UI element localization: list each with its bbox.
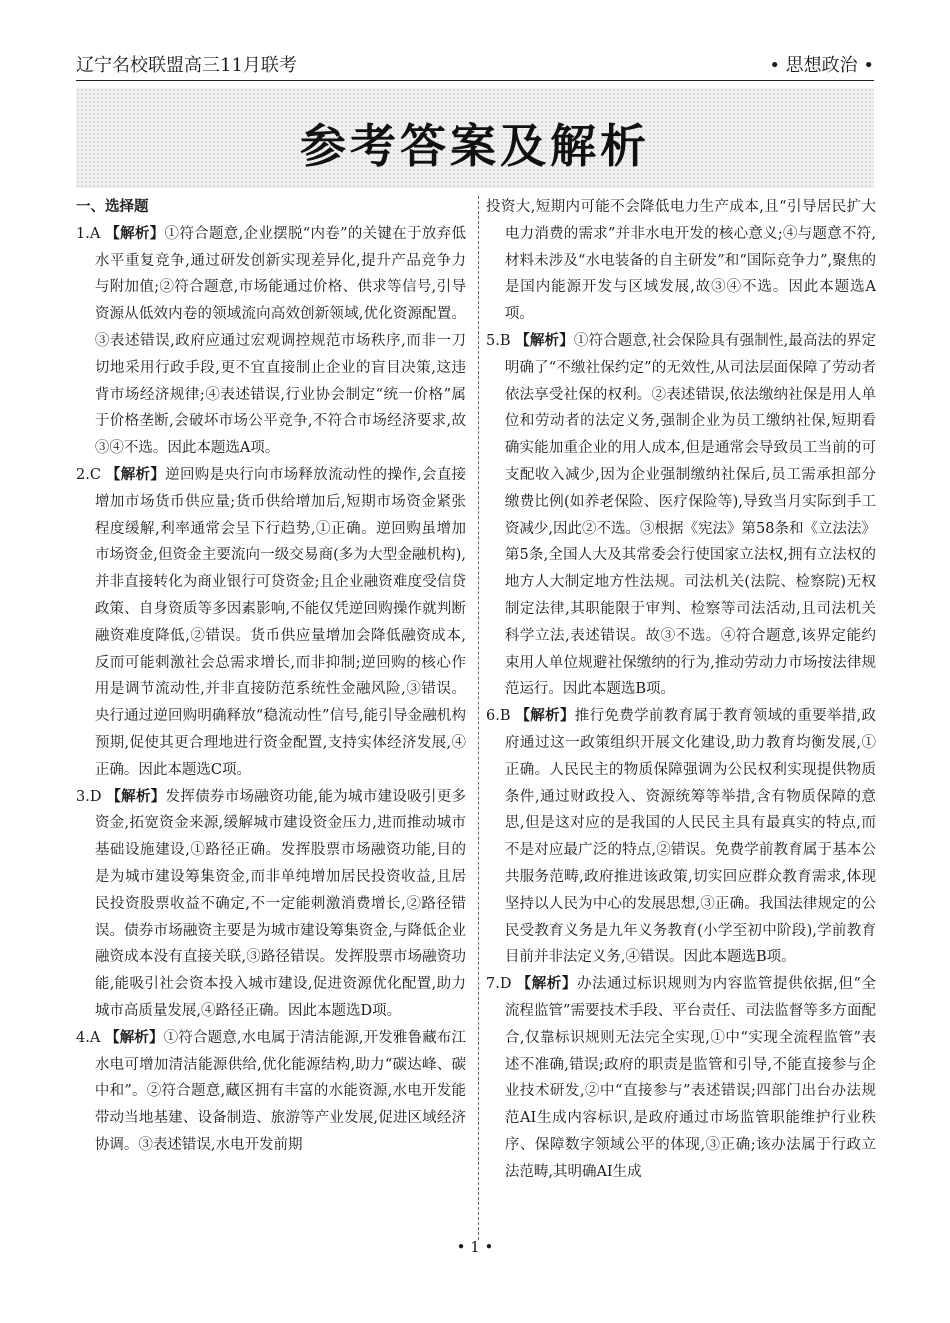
page-header — [76, 52, 874, 81]
answer-text: 逆回购是央行向市场释放流动性的操作,会直接增加市场货币供应量;货币供给增加后,短期市场资金紧张程度缓解,利率通常会呈下行趋势,①正确。逆回购虽增加市场资金,但资金主要流向一级交易商(多为大型金融机构),并非直接转化为商业银行可贷资金;且企业融资难度受信贷政策、自身资质等多因素影响,不能仅凭逆回购操作就判断融资难度降低,②错误。货币供应量增加会降低融资成本,反而可能刺激社会总需求增长,而非抑制;逆回购的核心作用是调节流动性,并非直接防范系统性金融风险,③错误。央行通过逆回购明确释放“稳流动性”信号,能引导金融机构预期,促使其更合理地进行资金配置,支持实体经济发展,④正确。因此本题选C项。 — [94, 466, 467, 778]
answer-3 — [76, 784, 466, 1025]
answer-4-continued — [486, 194, 876, 328]
answer-number: 5.B — [486, 332, 511, 349]
answer-number: 1.A — [76, 225, 101, 242]
exam-title: 辽宁名校联盟高三11月联考 — [76, 55, 297, 76]
answer-text: 推行免费学前教育属于教育领域的重要举措,政府通过这一政策组织开展文化建设,助力教育均衡发展,①正确。人民民主的物质保障强调为公民权利实现提供物质条件,通过财政投入、资源统筹等举措,含有物质保障的意思,但是这对应的是我国的人民民主具有最真实的特点,而不是对应最广泛的特点,②错误。免费学前教育属于基本公共服务范畴,政府推进该政策,切实回应群众教育需求,体现坚持以人民为中心的发展思想,③正确。我国法律规定的公民受教育义务是九年义务教育(小学至初中阶段),学前教育目前并非法定义务,④错误。因此本题选B项。 — [504, 708, 877, 966]
answer-text: ①符合题意,社会保险具有强制性,最高法的界定明确了“不缴社保约定”的无效性,从司法层面保障了劳动者依法享受社保的权利。②表述错误,依法缴纳社保是用人单位和劳动者的法定义务,强制企业为员工缴纳社保,短期看确实能加重企业的用人成本,但是通常会导致员工当前的可支配收入减少,因为企业强制缴纳社保后,员工需承担部分缴费比例(如养老保险、医疗保险等),导致当月实际到手工资减少,因此②不选。③根据《宪法》第58条和《立法法》第5条,全国人大及其常委会行使国家立法权,拥有立法权的地方人大制定地方性法规。司法机关(法院、检察院)无权制定法律,其职能限于审判、检察等司法活动,且司法机关科学立法,表述错误。故③不选。④符合题意,该界定能约束用人单位规避社保缴纳的行为,推动劳动力市场按法律规范运行。因此本题选B项。 — [504, 332, 877, 698]
analysis-tag: 【解析】 — [105, 465, 166, 483]
section-heading: 一、选择题 — [76, 198, 149, 215]
answer-number: 2.C — [76, 466, 101, 483]
answer-1 — [76, 221, 466, 462]
answer-text: 发挥债券市场融资功能,能为城市建设吸引更多资金,拓宽资金来源,缓解城市建设资金压力,进而推动城市基础设施建设,①路径正确。发挥股票市场融资功能,目的是为城市建设筹集资金,而非单纯增加居民投资收益,且居民投资股票收益不确定,不一定能刺激消费增长,②路径错误。债券市场融资主要是为城市建设筹集资金,与降低企业融资成本没有直接关联,③路径错误。发挥股票市场融资功能,能吸引社会资本投入城市建设,促进资源优化配置,助力城市高质量发展,④路径正确。因此本题选D项。 — [94, 788, 467, 1019]
answer-4 — [76, 1025, 466, 1159]
answer-number: 3.D — [76, 788, 102, 805]
answer-7 — [486, 971, 876, 1185]
analysis-tag: 【解析】 — [106, 787, 166, 805]
answer-number: 4.A — [76, 1029, 101, 1046]
answer-text: 办法通过标识规则为内容监管提供依据,但“全流程监管”需要技术手段、平台责任、司法监督等多方面配合,仅靠标识规则无法完全实现,①中“实现全流程监管”表述不准确,错误;政府的职责是监管和引导,不能直接参与企业技术研发,②中“直接参与”表述错误;四部门出台办法规范AI生成内容标识,是政府通过市场监管职能维护行业秩序、保障数字领域公平的体现,③正确;该办法属于行政立法范畴,其明确AI生成 — [504, 976, 877, 1180]
analysis-tag: 【解析】 — [516, 975, 577, 993]
answer-number: 7.D — [486, 976, 512, 993]
analysis-tag: 【解析】 — [515, 331, 574, 349]
right-column — [486, 194, 876, 1185]
title-banner — [76, 88, 874, 188]
analysis-tag: 【解析】 — [105, 224, 165, 242]
column-divider — [478, 196, 479, 1240]
answer-text: ①符合题意,水电属于清洁能源,开发雅鲁藏布江水电可增加清洁能源供给,优化能源结构,助力“碳达峰、碳中和”。②符合题意,藏区拥有丰富的水能资源,水电开发能带动当地基建、设备制造、旅游等产业发展,促进区域经济协调。③表述错误,水电开发前期 — [94, 1029, 467, 1153]
answer-2 — [76, 462, 466, 784]
answer-number: 6.B — [486, 708, 511, 725]
analysis-tag: 【解析】 — [515, 707, 575, 725]
page-number: • 1 • — [456, 1238, 494, 1256]
analysis-tag: 【解析】 — [105, 1028, 164, 1046]
answer-5 — [486, 328, 876, 703]
answer-6 — [486, 703, 876, 971]
left-column — [76, 194, 466, 1159]
page-title: 参考答案及解析 — [300, 119, 650, 173]
subject-label: • 思想政治 • — [769, 55, 874, 76]
answer-text: 投资大,短期内可能不会降低电力生产成本,且“引导居民扩大电力消费的需求”并非水电开发的核心意义;④与题意不符,材料未涉及“水电装备的自主研发”和“国际竞争力”,聚焦的是国内能源开发与区域发展,故③④不选。因此本题选A项。 — [486, 199, 876, 323]
answer-text: ①符合题意,企业摆脱“内卷”的关键在于放弃低水平重复竞争,通过研发创新实现差异化,提升产品竞争力与附加值;②符合题意,市场能通过价格、供求等信号,引导资源从低效内卷的领域流向高效创新领域,优化资源配置。③表述错误,政府应通过宏观调控规范市场秩序,而非一刀切地采用行政手段,更不宜直接制止企业的盲目决策,这违背市场经济规律;④表述错误,行业协会制定“统一价格”属于价格垄断,会破坏市场公平竞争,不符合市场经济要求,故③④不选。因此本题选A项。 — [94, 225, 467, 457]
